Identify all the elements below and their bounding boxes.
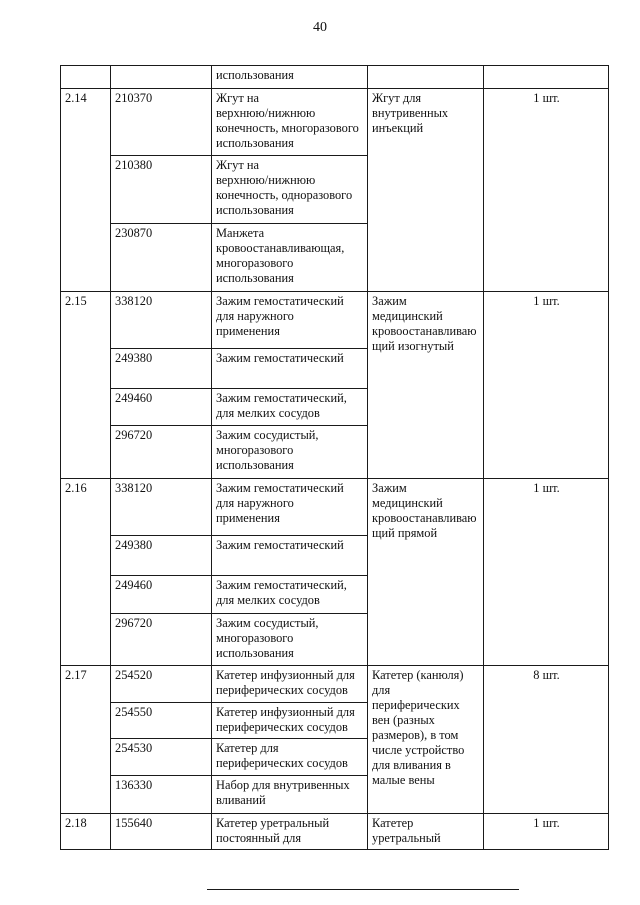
cell-description-text: Зажим медицинский кровоостанавливаю щий прямой: [372, 481, 477, 540]
cell-quantity-text: 1 шт.: [533, 816, 560, 830]
cell-quantity-text: 1 шт.: [533, 91, 560, 105]
cell-name: [212, 89, 368, 156]
table-body: [61, 66, 609, 850]
cell-number: [61, 66, 111, 89]
cell-name-text: Зажим гемостатический, для мелких сосудов: [216, 391, 347, 420]
cell-name: [212, 703, 368, 739]
cell-number: [61, 292, 111, 479]
cell-name-text: Жгут на верхнюю/нижнюю конечность, одноразового использования: [216, 158, 353, 217]
cell-name-text: Жгут на верхнюю/нижнюю конечность, многоразового использования: [216, 91, 359, 150]
cell-name: [212, 666, 368, 703]
cell-name-text: Зажим сосудистый, многоразового использования: [216, 428, 319, 472]
cell-number: [61, 814, 111, 850]
cell-code-text: 296720: [115, 428, 153, 442]
cell-name: [212, 292, 368, 349]
cell-quantity-text: 1 шт.: [533, 481, 560, 495]
cell-number-text: 2.15: [65, 294, 87, 308]
cell-name-text: Манжета кровоостанавливающая, многоразового использования: [216, 226, 345, 285]
cell-quantity: [484, 814, 609, 850]
cell-code: [111, 426, 212, 479]
cell-code-text: 249460: [115, 578, 153, 592]
cell-code-text: 155640: [115, 816, 153, 830]
cell-number-text: 2.17: [65, 668, 87, 682]
cell-name: [212, 479, 368, 536]
cell-code: [111, 479, 212, 536]
cell-name-text: Зажим гемостатический для наружного применения: [216, 294, 344, 338]
cell-name: [212, 576, 368, 614]
cell-quantity: [484, 66, 609, 89]
cell-code: [111, 666, 212, 703]
cell-quantity: [484, 89, 609, 292]
cell-name: [212, 739, 368, 776]
cell-code-text: 296720: [115, 616, 153, 630]
cell-description-text: Катетер уретральный: [372, 816, 441, 845]
cell-description-text: Зажим медицинский кровоостанавливаю щий изогнутый: [372, 294, 477, 353]
page-number: 40: [313, 20, 327, 35]
table-row: [61, 814, 609, 850]
table-row: [61, 479, 609, 536]
cell-description-text: Жгут для внутривенных инъекций: [372, 91, 449, 135]
cell-code-text: 230870: [115, 226, 153, 240]
cell-description: [368, 666, 484, 814]
cell-code: [111, 292, 212, 349]
cell-code: [111, 536, 212, 576]
cell-quantity-text: 1 шт.: [533, 294, 560, 308]
cell-name-text: Зажим гемостатический: [216, 538, 344, 552]
cell-name: [212, 426, 368, 479]
cell-number-text: 2.16: [65, 481, 87, 495]
cell-code: [111, 224, 212, 292]
cell-quantity-text: 8 шт.: [533, 668, 560, 682]
cell-code: [111, 389, 212, 426]
cell-description: [368, 292, 484, 479]
cell-name: [212, 349, 368, 389]
cell-quantity: [484, 666, 609, 814]
cell-name-text: Катетер инфузионный для периферических сосудов: [216, 705, 355, 734]
cell-name-text: Набор для внутривенных вливаний: [216, 778, 350, 807]
cell-name-text: Зажим гемостатический, для мелких сосудов: [216, 578, 347, 607]
cell-number-text: 2.14: [65, 91, 87, 105]
cell-code: [111, 66, 212, 89]
continuation-row: [61, 66, 609, 89]
cell-description: [368, 479, 484, 666]
cell-code: [111, 814, 212, 850]
cell-number-text: 2.18: [65, 816, 87, 830]
cell-description: [368, 89, 484, 292]
bottom-rule: [207, 889, 519, 890]
cell-name: [212, 156, 368, 224]
cell-number: [61, 666, 111, 814]
cell-name: [212, 614, 368, 666]
cell-code: [111, 614, 212, 666]
cell-code: [111, 156, 212, 224]
cell-number: [61, 479, 111, 666]
cell-name-text: Зажим гемостатический: [216, 351, 344, 365]
cell-quantity: [484, 292, 609, 479]
cell-name: [212, 66, 368, 89]
cell-code: [111, 89, 212, 156]
table-row: [61, 292, 609, 349]
cell-name-text: Зажим гемостатический для наружного применения: [216, 481, 344, 525]
table-row: [61, 89, 609, 156]
cell-name-text: Катетер инфузионный для периферических сосудов: [216, 668, 355, 697]
cell-name: [212, 389, 368, 426]
cell-code-text: 254550: [115, 705, 153, 719]
cell-description-text: Катетер (канюля) для периферических вен (разных размеров), в том числе устройство для вливания в малые вены: [372, 668, 465, 787]
cell-name-text: Катетер для периферических сосудов: [216, 741, 348, 770]
table-row: [61, 666, 609, 703]
cell-code: [111, 576, 212, 614]
cell-code: [111, 739, 212, 776]
cell-code: [111, 349, 212, 389]
cell-name: [212, 224, 368, 292]
cell-code: [111, 703, 212, 739]
equipment-table: [60, 65, 609, 850]
cell-code-text: 249460: [115, 391, 153, 405]
cell-code-text: 254530: [115, 741, 153, 755]
cell-description: [368, 66, 484, 89]
cell-code: [111, 776, 212, 814]
cell-code-text: 249380: [115, 538, 153, 552]
cell-quantity: [484, 479, 609, 666]
cell-description: [368, 814, 484, 850]
cell-code-text: 254520: [115, 668, 153, 682]
cell-name: [212, 776, 368, 814]
cell-name-text: Катетер уретральный постоянный для: [216, 816, 330, 845]
cell-code-text: 210380: [115, 158, 153, 172]
cell-code-text: 210370: [115, 91, 153, 105]
cell-name: [212, 536, 368, 576]
cell-number: [61, 89, 111, 292]
cell-code-text: 136330: [115, 778, 153, 792]
cell-name: [212, 814, 368, 850]
cell-name-text: Зажим сосудистый, многоразового использования: [216, 616, 319, 660]
cell-code-text: 338120: [115, 294, 153, 308]
cell-code-text: 249380: [115, 351, 153, 365]
continuation-name: использования: [216, 68, 294, 82]
cell-code-text: 338120: [115, 481, 153, 495]
